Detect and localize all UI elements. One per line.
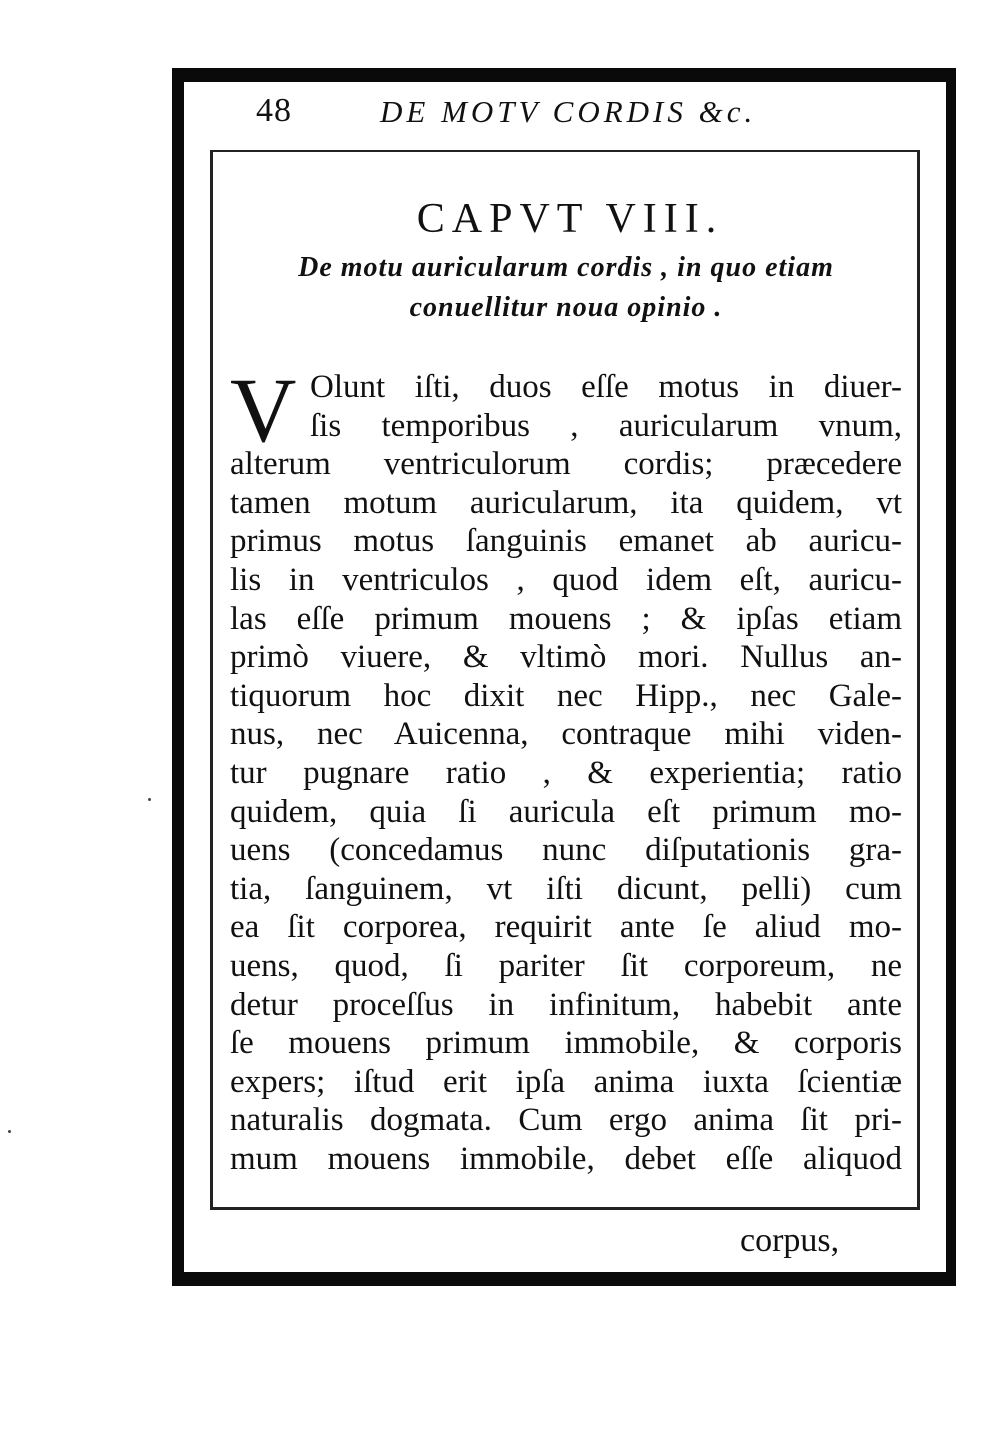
- text-line: ſe mouens primum immobile, & corporis: [230, 1025, 902, 1062]
- running-head: [250, 86, 850, 136]
- text-line: expers; iſtud erit ipſa anima iuxta ſcientiæ: [230, 1063, 902, 1100]
- chapter-summary: [226, 248, 906, 328]
- text-line: las eſſe primum mouens ; & ipſas etiam: [230, 600, 902, 637]
- running-title: DE MOTV CORDIS &c.: [380, 94, 757, 129]
- drop-cap: V: [230, 359, 297, 461]
- text-line: naturalis dogmata. Cum ergo anima ſit pri-: [230, 1102, 902, 1139]
- catchword: corpus,: [740, 1222, 840, 1259]
- chapter-title: CAPVT VIII.: [416, 196, 724, 242]
- text-line: ſis temporibus , auricularum vnum,: [310, 407, 902, 444]
- stray-ink-mark: [8, 1130, 11, 1133]
- body-text: [230, 359, 902, 1178]
- text-line: uens, quod, ſi pariter ſit corporeum, ne: [230, 947, 902, 984]
- text-line: primò viuere, & vltimò mori. Nullus an-: [230, 639, 902, 676]
- text-line: mum mouens immobile, debet eſſe aliquod: [230, 1140, 902, 1177]
- text-line: detur proceſſus in infinitum, habebit ante: [230, 986, 902, 1023]
- text-line: primus motus ſanguinis emanet ab auricu-: [230, 523, 902, 560]
- page-number: 48: [256, 92, 292, 129]
- text-line: alterum ventriculorum cordis; præcedere: [230, 446, 902, 483]
- text-line: ea ſit corporea, requirit ante ſe aliud mo-: [230, 909, 902, 946]
- text-line: tia, ſanguinem, vt iſti dicunt, pelli) cum: [230, 870, 902, 907]
- text-line: tur pugnare ratio , & experientia; ratio: [230, 754, 902, 791]
- text-line: tiquorum hoc dixit nec Hipp., nec Gale-: [230, 677, 902, 714]
- stray-ink-mark: [148, 798, 151, 801]
- text-line: lis in ventriculos , quod idem eſt, auricu-: [230, 561, 902, 598]
- text-line: Olunt iſti, duos eſſe motus in diuer-: [310, 369, 902, 405]
- text-line: quidem, quia ſi auricula eſt primum mo-: [230, 793, 902, 830]
- text-line: uens (concedamus nunc diſputationis gra-: [230, 832, 902, 869]
- summary-line: De motu auricularum cordis , in quo etiam: [298, 252, 834, 283]
- summary-line: conuellitur noua opinio .: [409, 292, 723, 323]
- text-line: tamen motum auricularum, ita quidem, vt: [230, 484, 902, 521]
- text-line: nus, nec Auicenna, contraque mihi viden-: [230, 716, 902, 753]
